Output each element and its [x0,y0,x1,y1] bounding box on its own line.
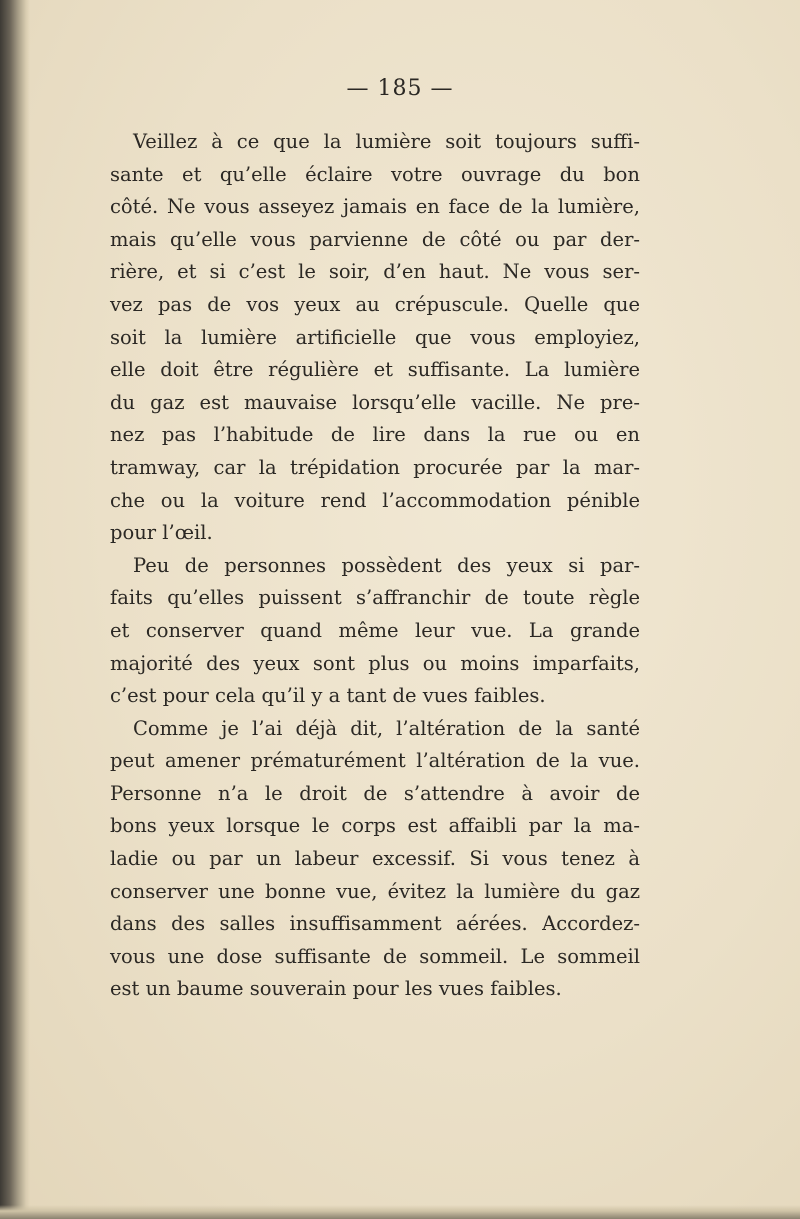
text-line: nez pas l’habitude de lire dans la rue ou en [110,423,640,447]
page-number: — 185 — [346,76,454,101]
text-line: et conserver quand même leur vue. La grande [110,618,640,642]
text-line: che ou la voiture rend l’accommodation pénible [110,488,640,512]
text-line: du gaz est mauvaise lorsqu’elle vacille. Ne pre- [110,390,640,414]
text-line: Veillez à ce que la lumière soit toujours suffi- [133,130,640,153]
text-line: majorité des yeux sont plus ou moins imparfaits, [110,651,640,675]
text-line: elle doit être régulière et suffisante. La lumière [110,358,640,382]
text-line: sante et qu’elle éclaire votre ouvrage du bon [110,162,640,186]
text-line: c’est pour cela qu’il y a tant de vues faibles. [110,684,546,708]
text-line: est un baume souverain pour les vues faibles. [110,977,562,1001]
text-line: pour l’œil. [110,521,213,545]
text-line: Comme je l’ai déjà dit, l’altération de la santé [133,716,640,740]
text-line: peut amener prématurément l’altération de la vue. [110,749,640,773]
text-line: Personne n’a le droit de s’attendre à avoir de [110,781,640,805]
text-line: vous une dose suffisante de sommeil. Le sommeil [110,944,640,968]
text-line: tramway, car la trépidation procurée par la mar- [110,455,640,479]
text-line: dans des salles insuffisamment aérées. Accordez- [110,912,640,936]
text-line: soit la lumière artificielle que vous employiez, [110,325,640,349]
text-line: côté. Ne vous asseyez jamais en face de la lumière, [110,195,640,219]
text-line: conserver une bonne vue, évitez la lumière du gaz [110,879,640,903]
text-line: bons yeux lorsque le corps est affaibli par la ma- [110,814,640,838]
text-line: mais qu’elle vous parvienne de côté ou par der- [110,227,640,251]
body-text [110,126,640,1006]
text-line: Peu de personnes possèdent des yeux si par- [133,553,640,577]
page-bottom-edge [0,1205,800,1219]
page-binding-shadow [0,0,30,1219]
text-line: faits qu’elles puissent s’affranchir de toute règle [110,586,640,610]
text-line: vez pas de vos yeux au crépuscule. Quelle que [110,292,640,316]
text-line: ladie ou par un labeur excessif. Si vous tenez à [110,847,640,871]
text-line: rière, et si c’est le soir, d’en haut. Ne vous ser- [110,260,640,284]
